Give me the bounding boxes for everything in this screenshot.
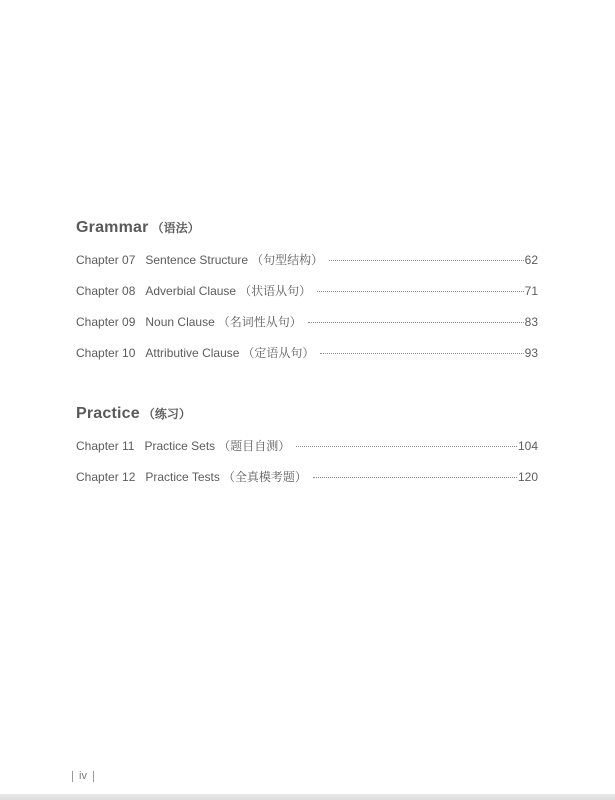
toc-entry[interactable] — [76, 251, 538, 282]
toc-section-grammar — [76, 219, 538, 375]
toc-entry[interactable] — [76, 468, 538, 499]
section-title: Practice — [76, 405, 140, 422]
dot-leader — [329, 260, 524, 261]
chapter-number: Chapter 12 — [76, 470, 136, 484]
chapter-title-cn: （全真模考题） — [222, 470, 307, 484]
chapter-title-cn: （题目自测） — [218, 439, 291, 453]
chapter-title-cn: （状语从句） — [239, 284, 312, 298]
page-folio — [72, 770, 94, 782]
section-title-cn: （语法） — [151, 221, 200, 235]
page-number: 93 — [524, 346, 538, 360]
section-heading — [76, 405, 538, 423]
chapter-title: Sentence Structure — [145, 253, 249, 267]
folio-divider — [93, 771, 94, 782]
chapter-number: Chapter 11 — [76, 439, 135, 453]
page-number: 120 — [517, 470, 538, 484]
page-number: 62 — [524, 253, 538, 267]
chapter-title-cn: （定语从句） — [242, 346, 315, 360]
chapter-title: Practice Tests — [145, 470, 220, 484]
chapter-title: Noun Clause — [145, 315, 215, 329]
dot-leader — [313, 477, 517, 478]
chapter-title: Adverbial Clause — [145, 284, 237, 298]
chapter-number: Chapter 08 — [76, 284, 136, 298]
chapter-number: Chapter 07 — [76, 253, 136, 267]
dot-leader — [317, 291, 524, 292]
page-number: 104 — [517, 439, 538, 453]
chapter-number: Chapter 09 — [76, 315, 136, 329]
section-title: Grammar — [76, 219, 149, 236]
chapter-title-cn: （名词性从句） — [217, 315, 302, 329]
toc-entry[interactable] — [76, 313, 538, 344]
page-number: 71 — [524, 284, 538, 298]
chapter-title: Practice Sets — [144, 439, 216, 453]
page-bottom-edge — [0, 794, 615, 800]
toc-entry[interactable] — [76, 344, 538, 375]
page-number: 83 — [524, 315, 538, 329]
dot-leader — [320, 353, 523, 354]
dot-leader — [296, 446, 517, 447]
toc-entry[interactable] — [76, 282, 538, 313]
section-title-cn: （练习） — [142, 407, 191, 421]
toc-section-practice — [76, 405, 538, 499]
section-heading — [76, 219, 538, 237]
dot-leader — [308, 322, 524, 323]
chapter-number: Chapter 10 — [76, 346, 136, 360]
chapter-title: Attributive Clause — [145, 346, 240, 360]
folio-number: iv — [79, 770, 87, 782]
folio-divider — [72, 771, 73, 782]
toc-entry[interactable] — [76, 437, 538, 468]
chapter-title-cn: （句型结构） — [251, 253, 324, 267]
